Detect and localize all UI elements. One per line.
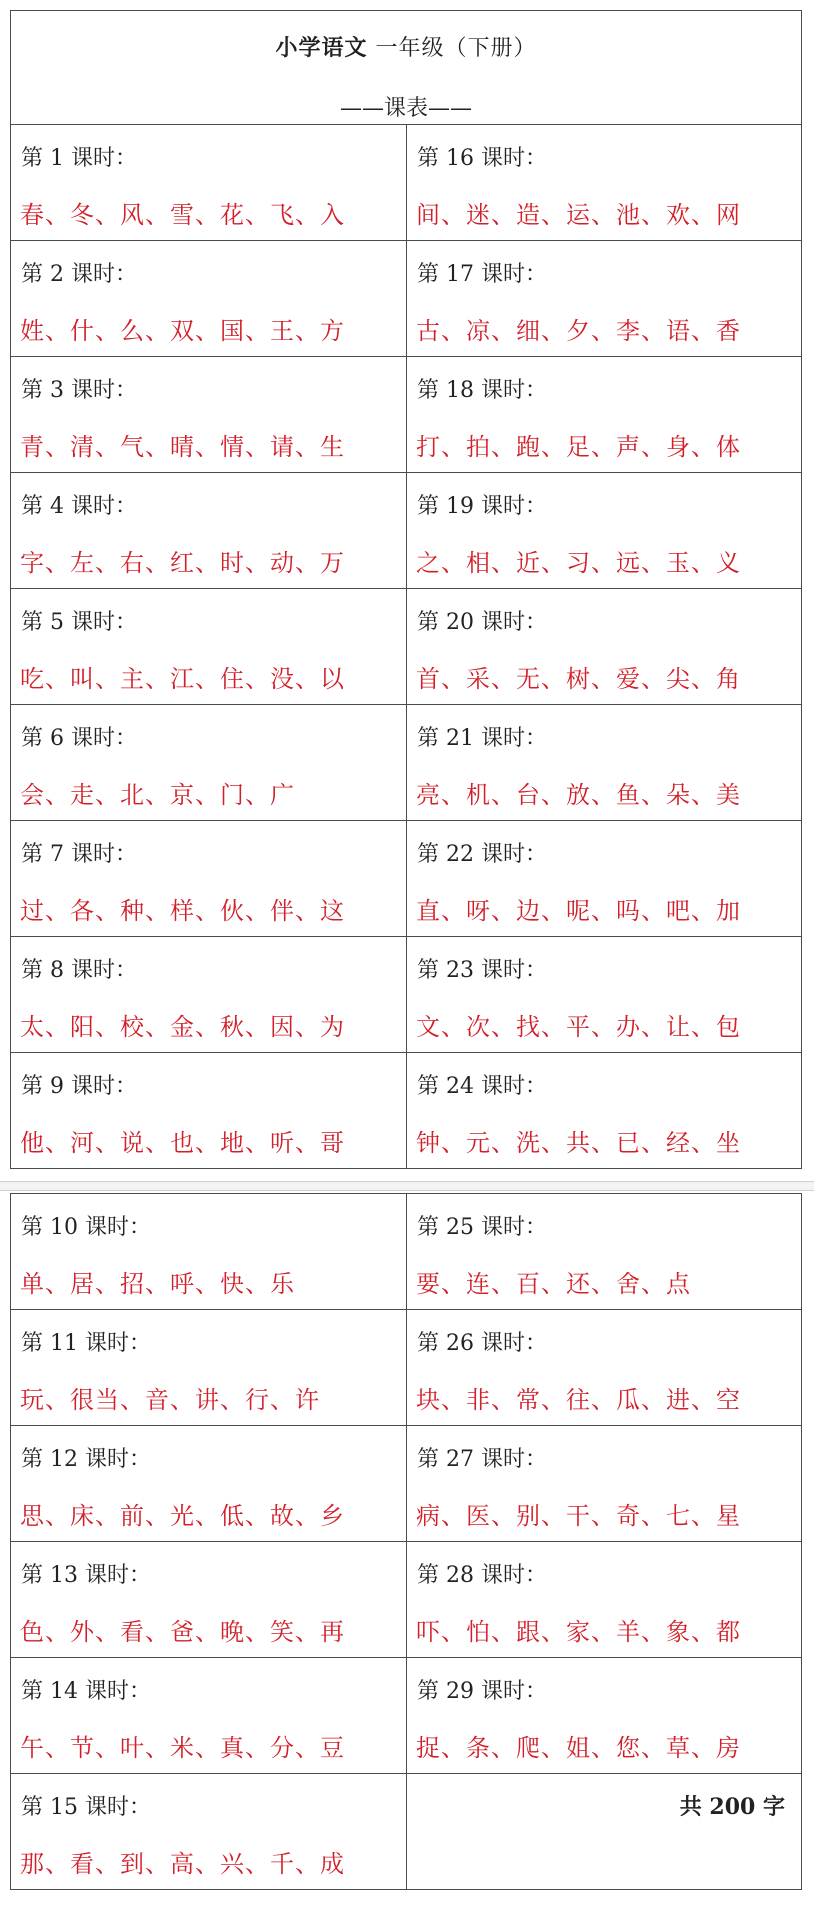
lesson-cell (407, 1542, 802, 1658)
lesson-cell (11, 241, 407, 357)
table-row (11, 1426, 802, 1542)
lesson-label: 第 27 课时： (417, 1447, 547, 1472)
lesson-characters: 要、连、百、还、舍、点 (416, 1270, 691, 1298)
lesson-cell (11, 1426, 407, 1542)
lesson-cell (407, 705, 802, 821)
lesson-cell (407, 1658, 802, 1774)
lesson-label: 第 22 课时： (417, 842, 547, 867)
table-row (11, 1542, 802, 1658)
lesson-label: 第 18 课时： (417, 378, 547, 403)
table-row (11, 705, 802, 821)
lesson-characters: 钟、元、洗、共、已、经、坐 (416, 1129, 741, 1157)
lesson-label: 第 8 课时： (21, 958, 137, 983)
lesson-label: 第 17 课时： (417, 262, 547, 287)
lesson-label: 第 9 课时： (21, 1074, 137, 1099)
lesson-characters: 捉、条、爬、姐、您、草、房 (416, 1734, 741, 1762)
lesson-characters: 春、冬、风、雪、花、飞、入 (20, 201, 345, 229)
page-title (11, 31, 801, 62)
lesson-label: 第 12 课时： (21, 1447, 151, 1472)
lesson-label: 第 4 课时： (21, 494, 137, 519)
title-box (10, 10, 802, 124)
lesson-characters: 那、看、到、高、兴、千、成 (20, 1850, 345, 1878)
lesson-cell (11, 937, 407, 1053)
lesson-label: 第 10 课时： (21, 1215, 151, 1240)
lesson-label: 第 11 课时： (21, 1331, 151, 1356)
page-break (0, 1181, 814, 1191)
lesson-label: 第 20 课时： (417, 610, 547, 635)
lesson-cell (11, 125, 407, 241)
lesson-label: 第 19 课时： (417, 494, 547, 519)
table-row (11, 125, 802, 241)
lesson-label: 第 5 课时： (21, 610, 137, 635)
lesson-cell (11, 1310, 407, 1426)
lesson-characters: 首、采、无、树、爱、尖、角 (416, 665, 741, 693)
lesson-characters: 病、医、别、干、奇、七、星 (416, 1502, 741, 1530)
table-row (11, 589, 802, 705)
table-row (11, 473, 802, 589)
lesson-label: 第 14 课时： (21, 1679, 151, 1704)
lesson-characters: 午、节、叶、米、真、分、豆 (20, 1734, 345, 1762)
lesson-characters: 他、河、说、也、地、听、哥 (20, 1129, 345, 1157)
lesson-cell (407, 589, 802, 705)
table-row (11, 1658, 802, 1774)
lesson-cell (407, 241, 802, 357)
lesson-cell (407, 125, 802, 241)
lesson-cell (407, 1426, 802, 1542)
lesson-label: 第 23 课时： (417, 958, 547, 983)
lesson-label: 第 2 课时： (21, 262, 137, 287)
lesson-characters: 亮、机、台、放、鱼、朵、美 (416, 781, 741, 809)
lesson-label: 第 21 课时： (417, 726, 547, 751)
lesson-label: 第 6 课时： (21, 726, 137, 751)
lesson-characters: 太、阳、校、金、秋、因、为 (20, 1013, 345, 1041)
lesson-cell (11, 705, 407, 821)
lesson-characters: 间、迷、造、运、池、欢、网 (416, 201, 741, 229)
lesson-label: 第 24 课时： (417, 1074, 547, 1099)
lesson-cell (407, 937, 802, 1053)
lesson-cell (407, 821, 802, 937)
lesson-label: 第 13 课时： (21, 1563, 151, 1588)
lesson-cell (407, 357, 802, 473)
lesson-label: 第 1 课时： (21, 146, 137, 171)
lesson-table-page-2 (10, 1193, 802, 1890)
lesson-cell (11, 1194, 407, 1310)
lesson-characters: 思、床、前、光、低、故、乡 (20, 1502, 345, 1530)
lesson-characters: 青、清、气、晴、情、请、生 (20, 433, 345, 461)
lesson-label: 第 29 课时： (417, 1679, 547, 1704)
lesson-characters: 玩、很当、音、讲、行、许 (20, 1386, 320, 1414)
lesson-label: 第 7 课时： (21, 842, 137, 867)
lesson-characters: 会、走、北、京、门、广 (20, 781, 295, 809)
total-count: 共 200 字 (679, 1794, 785, 1820)
lesson-cell (11, 1774, 407, 1890)
lesson-characters: 过、各、种、样、伙、伴、这 (20, 897, 345, 925)
lesson-cell (11, 821, 407, 937)
lesson-characters: 之、相、近、习、远、玉、义 (416, 549, 741, 577)
table-row (11, 357, 802, 473)
table-row (11, 1194, 802, 1310)
table-row (11, 241, 802, 357)
lesson-label: 第 28 课时： (417, 1563, 547, 1588)
lesson-label: 第 15 课时： (21, 1795, 151, 1820)
lesson-characters: 姓、什、么、双、国、王、方 (20, 317, 345, 345)
lesson-cell (407, 1310, 802, 1426)
lesson-cell (11, 473, 407, 589)
lesson-cell (11, 1658, 407, 1774)
lesson-characters: 块、非、常、往、瓜、进、空 (416, 1386, 741, 1414)
lesson-characters: 文、次、找、平、办、让、包 (416, 1013, 741, 1041)
lesson-characters: 字、左、右、红、时、动、万 (20, 549, 345, 577)
table-row (11, 1310, 802, 1426)
page-subtitle: ——课表—— (339, 96, 472, 121)
lesson-label: 第 26 课时： (417, 1331, 547, 1356)
total-cell (407, 1774, 802, 1890)
lesson-characters: 古、凉、细、夕、李、语、香 (416, 317, 741, 345)
lesson-characters: 色、外、看、爸、晚、笑、再 (20, 1618, 345, 1646)
lesson-label: 第 3 课时： (21, 378, 137, 403)
lesson-cell (11, 589, 407, 705)
table-row (11, 1774, 802, 1890)
title-rest: 一年级（下册） (367, 36, 537, 61)
lesson-cell (11, 1053, 407, 1169)
title-bold: 小学语文 (275, 35, 368, 61)
lesson-characters: 吃、叫、主、江、住、没、以 (20, 665, 345, 693)
lesson-characters: 单、居、招、呼、快、乐 (20, 1270, 295, 1298)
lesson-label: 第 25 课时： (417, 1215, 547, 1240)
lesson-cell (407, 473, 802, 589)
lesson-characters: 直、呀、边、呢、吗、吧、加 (416, 897, 741, 925)
lesson-label: 第 16 课时： (417, 146, 547, 171)
table-row (11, 937, 802, 1053)
table-row (11, 821, 802, 937)
lesson-characters: 打、拍、跑、足、声、身、体 (416, 433, 741, 461)
lesson-characters: 吓、怕、跟、家、羊、象、都 (416, 1618, 741, 1646)
lesson-cell (407, 1194, 802, 1310)
lesson-cell (11, 357, 407, 473)
table-row (11, 1053, 802, 1169)
lesson-cell (11, 1542, 407, 1658)
lesson-cell (407, 1053, 802, 1169)
lesson-table-page-1 (10, 124, 802, 1169)
